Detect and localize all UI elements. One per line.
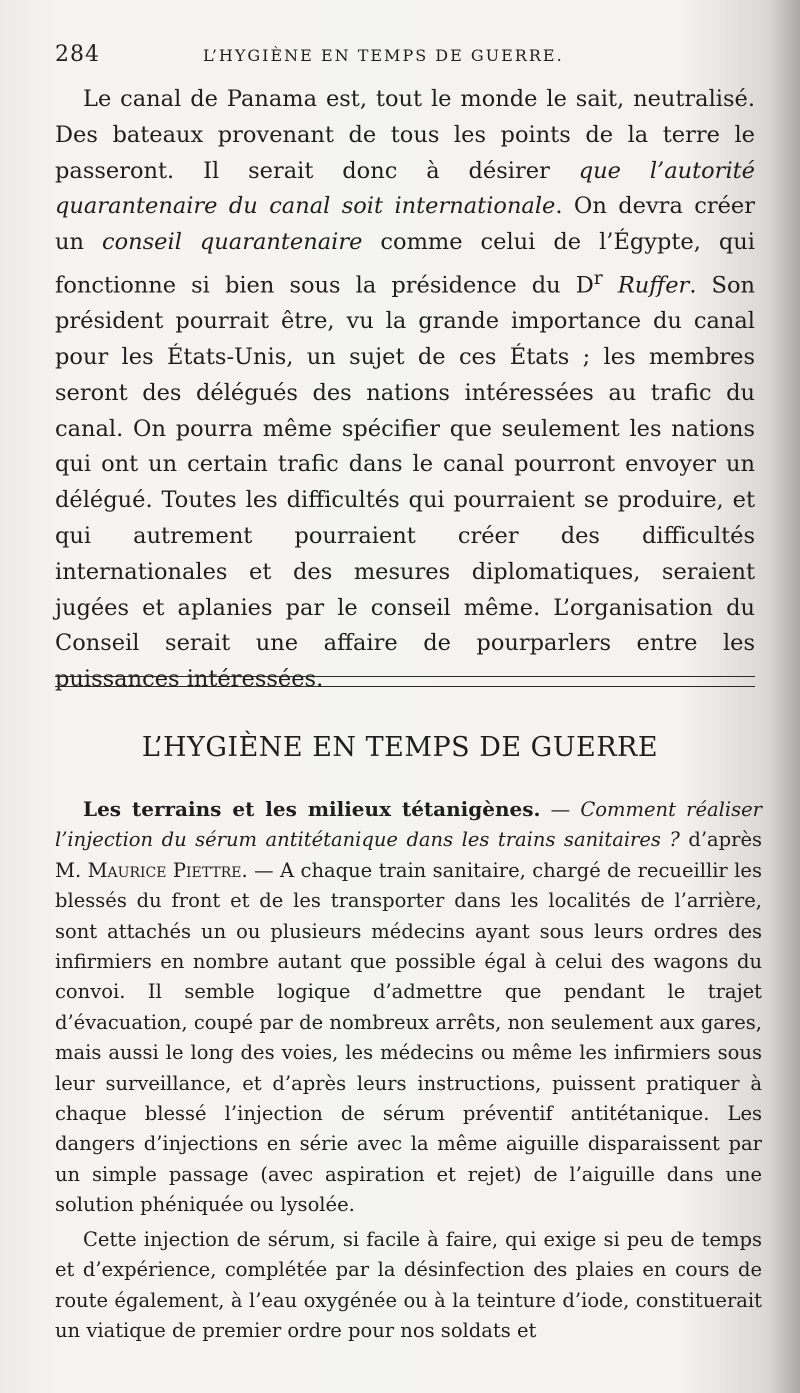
text-run: . On devra créer un — [55, 193, 755, 256]
running-title: L’HYGIÈNE EN TEMPS DE GUERRE. — [203, 46, 564, 65]
article-heading: Les terrains et les milieux tétanigènes. — [83, 797, 541, 821]
author-name: Maurice Piettre — [87, 858, 242, 882]
text-run: comme celui de l’Égypte, qui fonctionne si bien sous la présidence du D — [55, 229, 755, 299]
section-title: L’HYGIÈNE EN TEMPS DE GUERRE — [141, 732, 659, 763]
author-dot: . — [241, 858, 248, 882]
article-text: — A chaque train sanitaire, chargé de recueillir les blessés du front et de les transporter dans les localités de l’arrière, sont attachés un ou plusieurs médecins ayant sous leurs ordres des infirmiers en nombre autant que possible égal à celui des wagons du convoi. Il semble logique d’admettre que pendant le trajet d’évacuation, coupé par de nombreux arrêts, non seulement aux gares, mais aussi le long des voies, les médecins ou même les infirmiers sous leur surveillance, et d’après leurs instructions, puissent pratiquer à chaque blessé l’injection de sérum préventif antitétanique. Les dangers d’injections en série avec la même aiguille disparaissent par un simple passage (avec aspiration et rejet) de l’aiguille dans une solution phéniquée ou lysolée. — [55, 858, 762, 1217]
canal-panama-paragraph — [55, 82, 755, 698]
italic-run: que l’autorité quarantenaire du canal soit internationale — [55, 157, 755, 220]
article-paragraph — [55, 794, 762, 1221]
section-divider-bottom — [55, 686, 755, 687]
running-head — [55, 42, 755, 72]
page-number: 284 — [55, 42, 100, 67]
text-run: . Son président pourrait être, vu la grande importance du canal pour les États-Unis, un sujet de ces États ; les membres seront des délégués des nations intéressées au trafic du canal. On pourra même spécifier que seulement les nations qui ont un certain trafic dans le canal pourront envoyer un délégué. Toutes les difficultés qui pourraient se produire, et qui autrement pourraient créer des difficultés internationales et des mesures diplomatiques, seraient jugées et aplanies par le conseil même. L’organisation du Conseil serait une affaire de pourparlers entre les puissances intéressées. — [55, 272, 755, 693]
heading-dash: — — [540, 798, 581, 821]
text-run — [603, 272, 618, 298]
section-divider-top — [55, 676, 755, 677]
article-subheading: Comment réaliser l’injection du sérum antitétanique dans les trains sanitaires ? — [55, 798, 762, 852]
italic-run: conseil quarantenaire — [102, 229, 363, 256]
superscript: r — [593, 267, 603, 289]
section-body — [55, 794, 762, 1346]
italic-name: Ruffer — [617, 272, 690, 299]
article-paragraph-2: Cette injection de sérum, si facile à faire, qui exige si peu de temps et d’expérience, complétée par la désinfection des plaies en cours de route également, à l’eau oxygénée ou à la teinture d’iode, constituerait un viatique de premier ordre pour nos soldats et — [55, 1227, 762, 1342]
text-run: Le canal de Panama est, tout le monde le sait, neutralisé. Des bateaux provenant de tous les points de la terre le passeront. Il serait donc à désirer — [55, 86, 755, 184]
author-prefix: d’après M. — [55, 828, 762, 882]
